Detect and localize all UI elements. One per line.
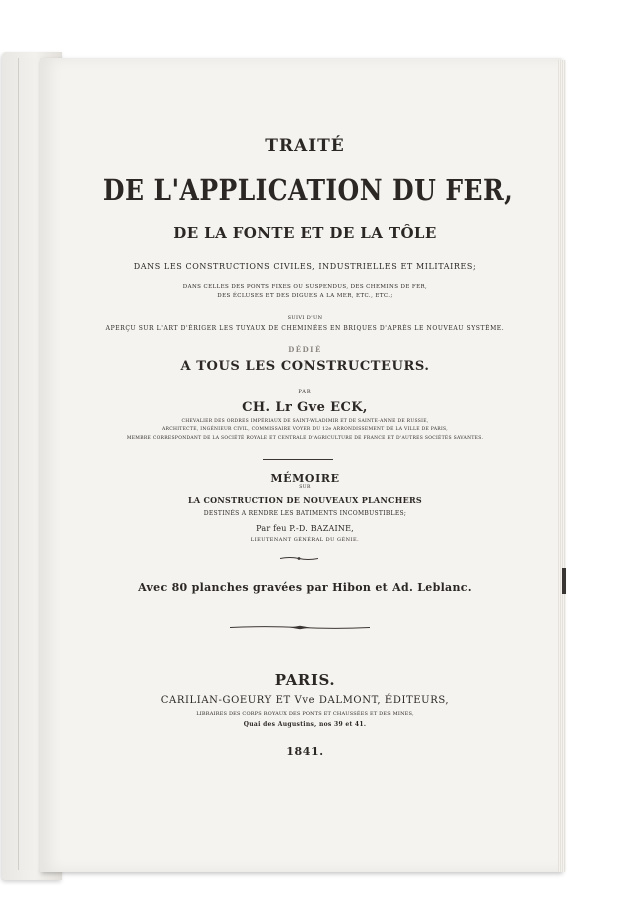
plates-line: Avec 80 planches gravées par Hibon et Ad. Leblanc. bbox=[138, 581, 472, 594]
imprint-address: Quai des Augustins, nos 39 et 41. bbox=[243, 721, 367, 728]
memoire-sur: SUR bbox=[299, 485, 311, 490]
imprint-year: 1841. bbox=[286, 745, 324, 758]
page-edge bbox=[558, 60, 566, 872]
dedication: A TOUS LES CONSTRUCTEURS. bbox=[180, 359, 430, 374]
author-credit-1: CHEVALIER DES ORDRES IMPÉRIAUX DE SAINT-WLADIMIR ET DE SAINTE-ANNE DE RUSSIE, bbox=[181, 419, 429, 424]
divider-rule bbox=[263, 459, 333, 460]
subtitle-line-2: DANS CELLES DES PONTS FIXES OU SUSPENDUS, DES CHEMINS DE FER, bbox=[182, 284, 428, 290]
memoire-author: Par feu P.-D. BAZAINE, bbox=[256, 524, 354, 533]
suivi-label: SUIVI D'UN bbox=[287, 315, 323, 321]
long-ornament bbox=[230, 625, 370, 630]
author-name: CH. Lr Gve ECK, bbox=[242, 400, 368, 415]
memoire-author-title: LIEUTENANT GÉNÉRAL DU GÉNIE. bbox=[250, 537, 360, 543]
author-credit-3: MEMBRE CORRESPONDANT DE LA SOCIÉTÉ ROYALE ET CENTRALE D'AGRICULTURE DE FRANCE ET D'AUTRES SOCIÉTÉS SAVANTES. bbox=[126, 436, 484, 441]
subtitle-line-3: DES ÉCLUSES ET DES DIGUES A LA MER, ETC., ETC.; bbox=[217, 293, 393, 299]
imprint-booksellers: LIBRAIRES DES CORPS ROYAUX DES PONTS ET CHAUSSÉES ET DES MINES, bbox=[196, 711, 414, 717]
bookmark-ribbon bbox=[562, 568, 566, 594]
imprint-publisher: CARILIAN-GOEURY ET Vve DALMONT, ÉDITEURS, bbox=[160, 695, 450, 706]
title-line-2: DE L'APPLICATION DU FER, bbox=[102, 173, 514, 207]
title-line-1: TRAITÉ bbox=[265, 136, 345, 156]
dedie-label: DÉDIÉ bbox=[288, 345, 322, 354]
subtitle-line-1: DANS LES CONSTRUCTIONS CIVILES, INDUSTRIELLES ET MILITAIRES; bbox=[133, 262, 477, 271]
title-line-3: DE LA FONTE ET DE LA TÔLE bbox=[173, 224, 437, 242]
memoire-subject: LA CONSTRUCTION DE NOUVEAUX PLANCHERS bbox=[187, 495, 423, 505]
small-ornament bbox=[280, 556, 318, 561]
memoire-subject-2: DESTINÉS A RENDRE LES BATIMENTS INCOMBUSTIBLES; bbox=[203, 510, 407, 517]
imprint-city: PARIS. bbox=[274, 671, 336, 689]
memoire-title: MÉMOIRE bbox=[270, 472, 340, 485]
apercu-line: APERÇU SUR L'ART D'ÉRIGER LES TUYAUX DE CHEMINÉES EN BRIQUES D'APRÈS LE NOUVEAU SYSTÈME. bbox=[105, 325, 505, 332]
par-label: PAR bbox=[298, 389, 312, 395]
author-credit-2: ARCHITECTE, INGÉNIEUR CIVIL, COMMISSAIRE VOYER DU 12e ARRONDISSEMENT DE LA VILLE DE PARIS, bbox=[162, 427, 448, 432]
title-page-content bbox=[70, 0, 540, 900]
